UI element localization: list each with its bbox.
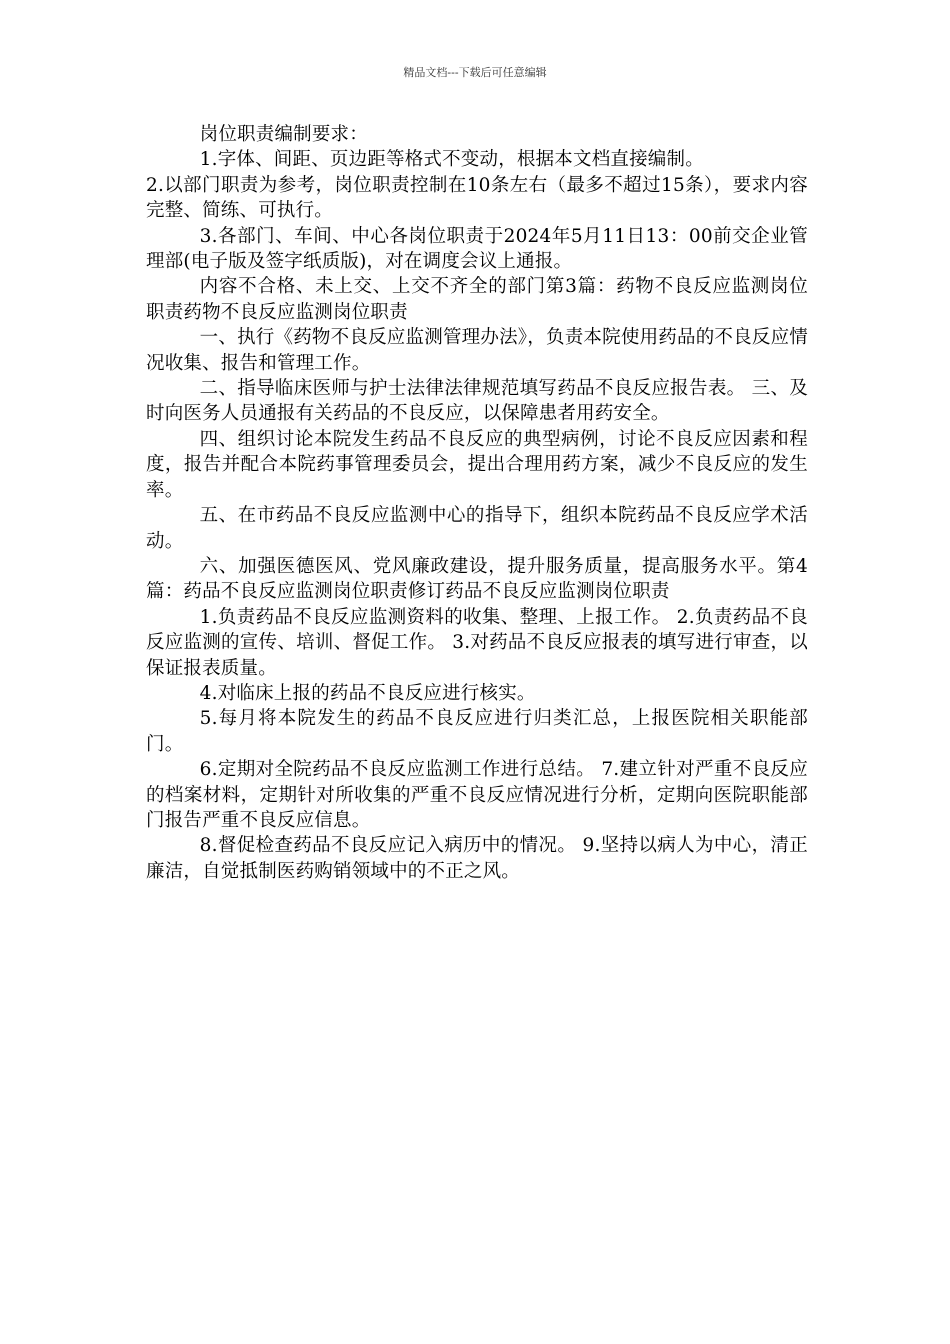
paragraph-requirements-title: 岗位职责编制要求：	[199, 124, 368, 145]
paragraph-duty-4: 四、组织讨论本院发生药品不良反应的典型病例，讨论不良反应因素和程度，报告并配合本院药事管理委员会，提出合理用药方案，减少不良反应的发生率。	[146, 428, 808, 501]
paragraph-requirement-3: 3.各部门、车间、中心各岗位职责于2024年5月11日13：00前交企业管理部(电子版及签字纸质版)，对在调度会议上通报。	[146, 225, 808, 273]
paragraph-item-1-3: 1.负责药品不良反应监测资料的收集、整理、上报工作。 2.负责药品不良反应监测的宣传、培训、督促工作。 3.对药品不良反应报表的填写进行审查，以保证报表质量。	[146, 606, 808, 679]
paragraph-requirement-2: 2.以部门职责为参考，岗位职责控制在10条左右（最多不超过15条），要求内容完整、简练、可执行。	[146, 174, 808, 222]
paragraph-duty-2-3: 二、指导临床医师与护士法律法律规范填写药品不良反应报告表。 三、及时向医务人员通报有关药品的不良反应，以保障患者用药安全。	[146, 378, 808, 425]
paragraph-item-5: 5.每月将本院发生的药品不良反应进行归类汇总，上报医院相关职能部门。	[146, 708, 808, 755]
paragraph-item-6-7: 6.定期对全院药品不良反应监测工作进行总结。 7.建立针对严重不良反应的档案材料，定期针对所收集的严重不良反应情况进行分析，定期向医院职能部门报告严重不良反应信息。	[146, 759, 808, 831]
page-header: 精品文档---下载后可任意编辑	[403, 66, 547, 79]
paragraph-item-8-9: 8.督促检查药品不良反应记入病历中的情况。 9.坚持以病人为中心，清正廉洁，自觉抵制医药购销领域中的不正之风。	[146, 835, 808, 882]
paragraph-duty-5: 五、在市药品不良反应监测中心的指导下，组织本院药品不良反应学术活动。	[146, 505, 808, 552]
paragraph-item-4: 4.对临床上报的药品不良反应进行核实。	[199, 682, 536, 704]
paragraph-duty-1: 一、执行《药物不良反应监测管理办法》，负责本院使用药品的不良反应情况收集、报告和管理工作。	[146, 327, 808, 374]
paragraph-duty-6-section-4: 六、加强医德医风、党风廉政建设，提升服务质量，提高服务水平。第4篇：药品不良反应监测岗位职责修订药品不良反应监测岗位职责	[146, 555, 808, 603]
paragraph-section-3-title: 内容不合格、未上交、上交不齐全的部门第3篇：药物不良反应监测岗位职责药物不良反应监测岗位职责	[146, 276, 808, 323]
paragraph-requirement-1: 1.字体、间距、页边距等格式不变动，根据本文档直接编制。	[199, 149, 704, 171]
document-body	[146, 122, 808, 884]
